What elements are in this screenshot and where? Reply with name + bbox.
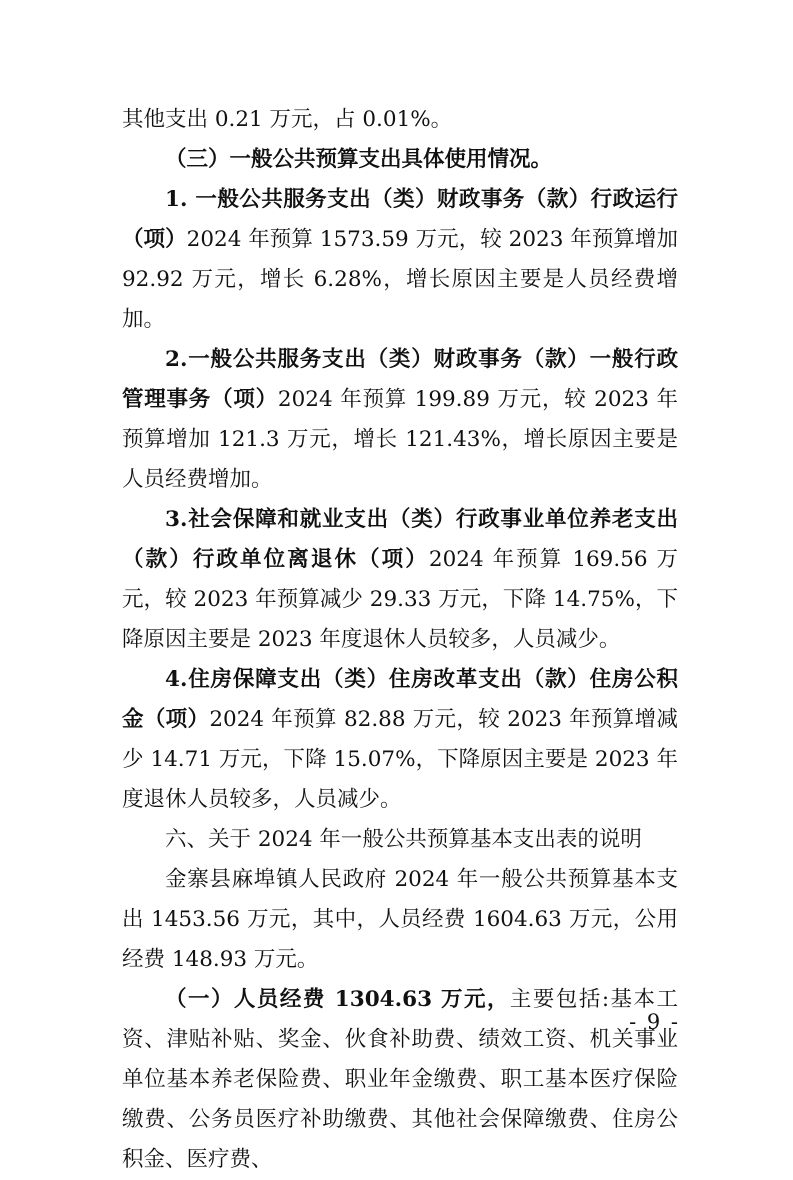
personnel-expense-text: 主要包括:基本工资、津贴补贴、奖金、伙食补助费、绩效工资、机关事业单位基本养老保险费、职业年金缴费、职工基本医疗保险缴费、公务员医疗补助缴费、其他社会保障缴费、住房公积金、医疗费、 [122,987,678,1172]
item-3-text: 2024 年预算 169.56 万元，较 2023 年预算减少 29.33 万元，下降 14.75%，下降原因主要是 2023 年度退休人员较多，人员减少。 [122,547,678,652]
item-1-text: 2024 年预算 1573.59 万元，较 2023 年预算增加 92.92 万元，增长 6.28%，增长原因主要是人员经费增加。 [122,227,678,332]
paragraph-item-2 [122,340,678,500]
item-2-text: 2024 年预算 199.89 万元，较 2023 年预算增加 121.3 万元，增长 121.43%，增长原因主要是人员经费增加。 [122,387,678,492]
page-number: - 9 - [629,1010,680,1034]
body-text [122,100,678,1180]
paragraph-item-3 [122,500,678,660]
paragraph-item-4 [122,660,678,820]
section-heading-3: （三）一般公共预算支出具体使用情况。 [165,147,553,172]
section-heading-6: 六、关于 2024 年一般公共预算基本支出表的说明 [165,827,642,852]
item-4-title: 4.住房保障支出（类）住房改革支出（款）住房公积金（项） [122,667,678,732]
item-1-title: 1. 一般公共服务支出（类）财政事务（款）行政运行（项） [122,187,678,252]
item-4-text: 2024 年预算 82.88 万元，较 2023 年预算增减少 14.71 万元，下降 15.07%，下降原因主要是 2023 年度退休人员较多，人员减少。 [122,707,678,812]
personnel-expense-title: （一）人员经费 1304.63 万元， [165,987,510,1012]
paragraph-other-expense: 其他支出 0.21 万元，占 0.01%。 [122,107,453,132]
paragraph-personnel-expense [122,980,678,1180]
item-3-title: 3.社会保障和就业支出（类）行政事业单位养老支出（款）行政单位离退休（项） [122,507,678,572]
paragraph-item-1 [122,180,678,340]
item-2-title: 2.一般公共服务支出（类）财政事务（款）一般行政管理事务（项） [122,347,678,412]
paragraph-basic-expense: 金寨县麻埠镇人民政府 2024 年一般公共预算基本支出 1453.56 万元，其中，人员经费 1604.63 万元，公用经费 148.93 万元。 [122,867,678,972]
